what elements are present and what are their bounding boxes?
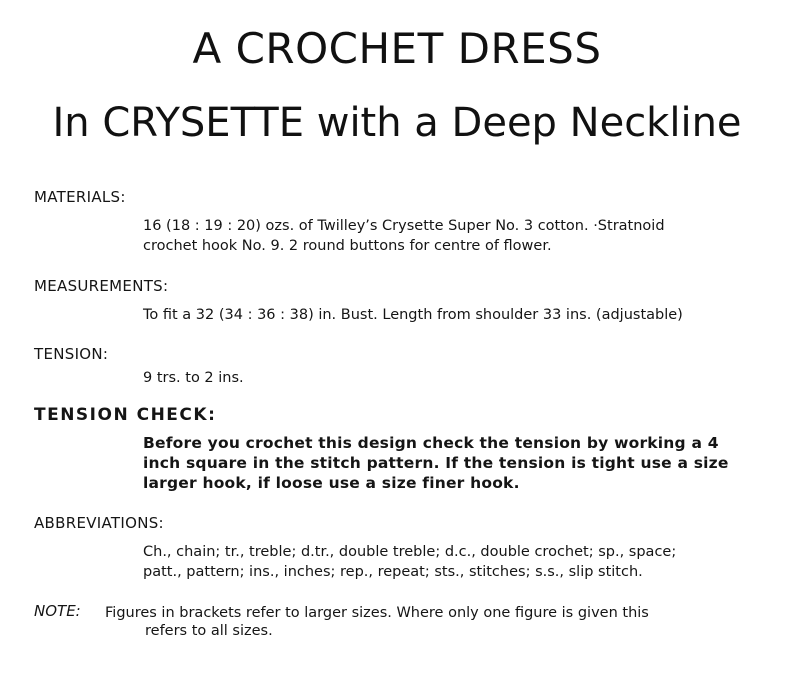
tension-heading: TENSION: [34, 345, 109, 363]
tension-check-heading: TENSION CHECK: [34, 405, 217, 425]
tension-check-line-1: Before you crochet this design check the tension by working a 4 [143, 434, 719, 452]
note-line-2: refers to all sizes. [145, 623, 273, 639]
measurements-heading: MEASUREMENTS: [34, 277, 169, 295]
tension-line-1: 9 trs. to 2 ins. [143, 370, 244, 386]
page-subtitle: In CRYSETTE with a Deep Neckline [52, 100, 742, 146]
materials-heading: MATERIALS: [34, 188, 126, 206]
tension-check-text [143, 433, 729, 493]
tension-check-line-3: larger hook, if loose use a size finer hook. [143, 474, 520, 492]
materials-line-2: crochet hook No. 9. 2 round buttons for centre of flower. [143, 238, 552, 254]
abbreviations-heading: ABBREVIATIONS: [34, 514, 164, 532]
measurements-text [143, 305, 683, 325]
abbreviations-line-1: Ch., chain; tr., treble; d.tr., double treble; d.c., double crochet; sp., space; [143, 544, 677, 560]
abbreviations-line-2: patt., pattern; ins., inches; rep., repeat; sts., stitches; s.s., slip stitch. [143, 564, 643, 580]
measurements-line-1: To fit a 32 (34 : 36 : 38) in. Bust. Length from shoulder 33 ins. (adjustable) [143, 307, 683, 323]
page-title: A CROCHET DRESS [192, 24, 602, 73]
note-line-1: Figures in brackets refer to larger sizes. Where only one figure is given this [105, 605, 649, 621]
materials-line-1: 16 (18 : 19 : 20) ozs. of Twilley’s Crysette Super No. 3 cotton. ·Stratnoid [143, 218, 665, 234]
tension-check-line-2: inch square in the stitch pattern. If the tension is tight use a size [143, 454, 729, 472]
abbreviations-text [143, 542, 676, 582]
note-label: NOTE: [34, 602, 81, 620]
tension-text [143, 368, 244, 388]
materials-text [143, 216, 665, 256]
